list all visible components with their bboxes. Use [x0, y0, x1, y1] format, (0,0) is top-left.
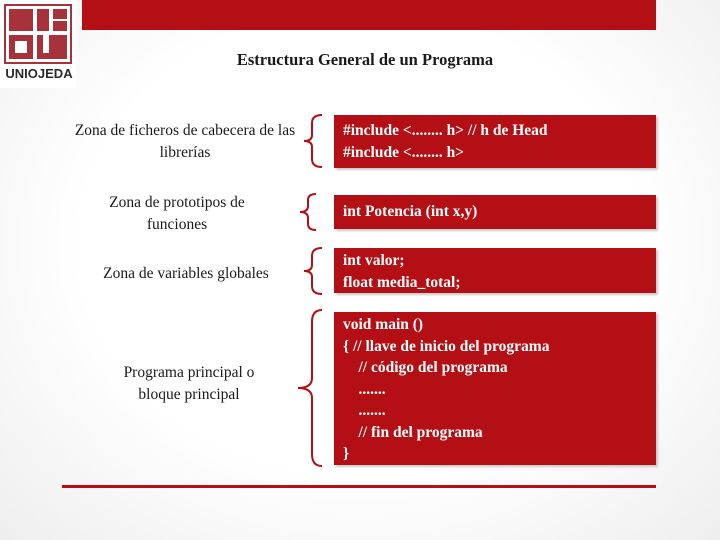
- zone-label-headers: Zona de ficheros de cabecera de las librerías: [74, 122, 296, 161]
- page-title: Estructura General de un Programa: [236, 50, 494, 69]
- code-line: float media_total;: [343, 273, 461, 291]
- code-line: // fin del programa: [343, 423, 483, 441]
- code-line: { // llave de inicio del programa: [343, 337, 550, 355]
- code-line: .......: [343, 380, 386, 398]
- code-box-main: [334, 312, 656, 465]
- curly-brace-icon: [292, 308, 328, 468]
- code-line: int Potencia (int x,y): [343, 203, 478, 220]
- code-box-globals: [334, 248, 656, 293]
- code-line: int valor;: [343, 252, 405, 269]
- code-line: }: [343, 445, 350, 462]
- footer-accent-bar: [62, 485, 656, 488]
- university-logo: [0, 0, 76, 88]
- zone-label-main: Programa principal o bloque principal: [123, 364, 255, 403]
- code-line: #include <........ h> // h de Head: [343, 122, 548, 139]
- code-line: // código del programa: [343, 359, 508, 376]
- zone-label-prototypes: Zona de prototipos de funciones: [109, 194, 245, 233]
- code-line: #include <........ h>: [343, 143, 465, 161]
- header-accent-bar: [82, 0, 656, 30]
- logo-text: UNIOJEDA: [5, 66, 73, 81]
- curly-brace-icon: [294, 192, 324, 232]
- zone-label-globals: Zona de variables globales: [103, 265, 269, 282]
- code-line: .......: [343, 402, 386, 419]
- curly-brace-icon: [298, 113, 328, 169]
- logo-emblem-icon: [4, 4, 72, 64]
- curly-brace-icon: [298, 246, 328, 296]
- code-line: void main (): [343, 316, 424, 333]
- code-box-headers: [334, 115, 656, 168]
- code-box-prototypes: [334, 195, 656, 229]
